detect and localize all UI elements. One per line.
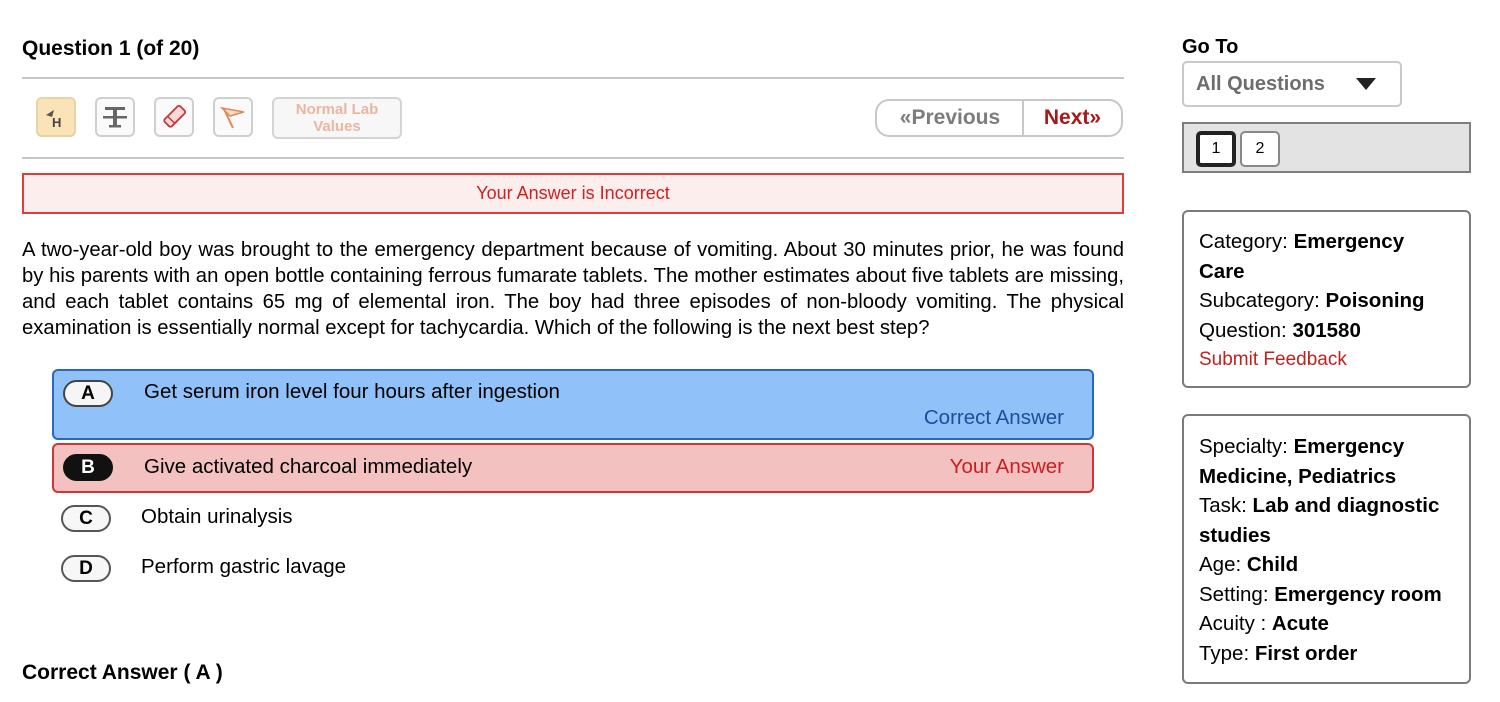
flag-pointer-icon[interactable]	[213, 97, 253, 137]
setting-value: Emergency room	[1274, 582, 1442, 606]
task-row	[1199, 491, 1455, 550]
goto-selected-value: All Questions	[1196, 72, 1325, 95]
question-navigation	[875, 99, 1123, 135]
divider-bottom	[22, 157, 1124, 159]
choice-text: Perform gastric lavage	[141, 555, 347, 578]
setting-label: Setting:	[1199, 582, 1275, 606]
submit-feedback-link[interactable]: Submit Feedback	[1199, 349, 1347, 370]
chevron-down-icon	[1356, 78, 1376, 90]
age-label: Age:	[1199, 553, 1247, 576]
choice-letter: D	[61, 555, 111, 582]
subcategory-value: Poisoning	[1325, 289, 1425, 312]
task-value: Lab and diagnostic studies	[1199, 494, 1440, 547]
subcategory-label: Subcategory:	[1199, 289, 1326, 312]
question-number-button-2[interactable]: 2	[1240, 131, 1280, 167]
answer-choice-b[interactable]	[52, 443, 1094, 493]
subcategory-row	[1199, 286, 1455, 316]
question-number-button-1[interactable]: 1	[1196, 131, 1236, 167]
strikethrough-icon[interactable]	[95, 97, 135, 137]
choice-letter: B	[63, 454, 113, 481]
question-id-value: 301580	[1292, 318, 1361, 342]
category-label: Category:	[1199, 230, 1294, 253]
type-label: Type:	[1199, 641, 1255, 665]
specialty-label: Specialty:	[1199, 435, 1294, 458]
question-title: Question 1 (of 20)	[22, 37, 200, 60]
correct-answer-heading: Correct Answer ( A )	[22, 661, 223, 684]
acuity-value: Acute	[1271, 612, 1329, 635]
age-row	[1199, 550, 1455, 580]
eraser-icon[interactable]	[154, 97, 194, 137]
correct-answer-label: Correct Answer	[923, 406, 1064, 429]
highlighter-icon[interactable]	[36, 97, 76, 137]
choice-letter: A	[63, 380, 113, 407]
type-row	[1199, 639, 1455, 669]
answer-status-banner: Your Answer is Incorrect	[22, 173, 1124, 214]
age-value: Child	[1246, 553, 1299, 576]
question-panel	[22, 0, 1124, 702]
choice-text: Obtain urinalysis	[141, 505, 293, 528]
specialty-value: Emergency Medicine, Pediatrics	[1199, 435, 1405, 488]
choice-letter: C	[61, 505, 111, 532]
question-number-grid	[1182, 122, 1471, 173]
category-value: Emergency Care	[1199, 230, 1405, 283]
previous-button[interactable]: «Previous	[875, 99, 1023, 137]
question-id-label: Question:	[1199, 318, 1293, 342]
question-id-row	[1199, 316, 1455, 346]
question-stem: A two-year-old boy was brought to the emergency department because of vomiting. About 30 minutes prior, he was found by his parents with an open bottle containing ferrous fumarate tablets. The mother estimates about five tablets are missing, and each tablet contains 65 mg of elemental iron. The boy had three episodes of non-bloody vomiting. The physical examination is essentially normal except for tachycardia. Which of the following is the next best step?	[22, 239, 1124, 339]
category-row	[1199, 227, 1455, 286]
specialty-row	[1199, 432, 1455, 491]
question-info-box	[1182, 210, 1471, 388]
question-tags-box	[1182, 414, 1471, 684]
normal-lab-values-button[interactable]: Normal Lab Values	[272, 97, 402, 139]
choice-text: Give activated charcoal immediately	[144, 455, 473, 478]
setting-row	[1199, 580, 1455, 610]
answer-choice-d[interactable]	[52, 550, 1094, 594]
next-button[interactable]: Next»	[1022, 99, 1123, 137]
goto-label: Go To	[1182, 36, 1239, 58]
acuity-label: Acuity :	[1199, 612, 1272, 635]
svg-text:H: H	[52, 115, 62, 130]
answer-choice-a[interactable]	[52, 369, 1094, 440]
type-value: First order	[1254, 641, 1358, 665]
acuity-row	[1199, 609, 1455, 639]
goto-dropdown[interactable]	[1182, 61, 1402, 107]
answer-choice-c[interactable]	[52, 500, 1094, 544]
choice-text: Get serum iron level four hours after ingestion	[144, 380, 560, 403]
sidebar	[1182, 0, 1472, 702]
divider-top	[22, 77, 1124, 79]
your-answer-label: Your Answer	[949, 455, 1064, 478]
task-label: Task:	[1199, 494, 1253, 517]
